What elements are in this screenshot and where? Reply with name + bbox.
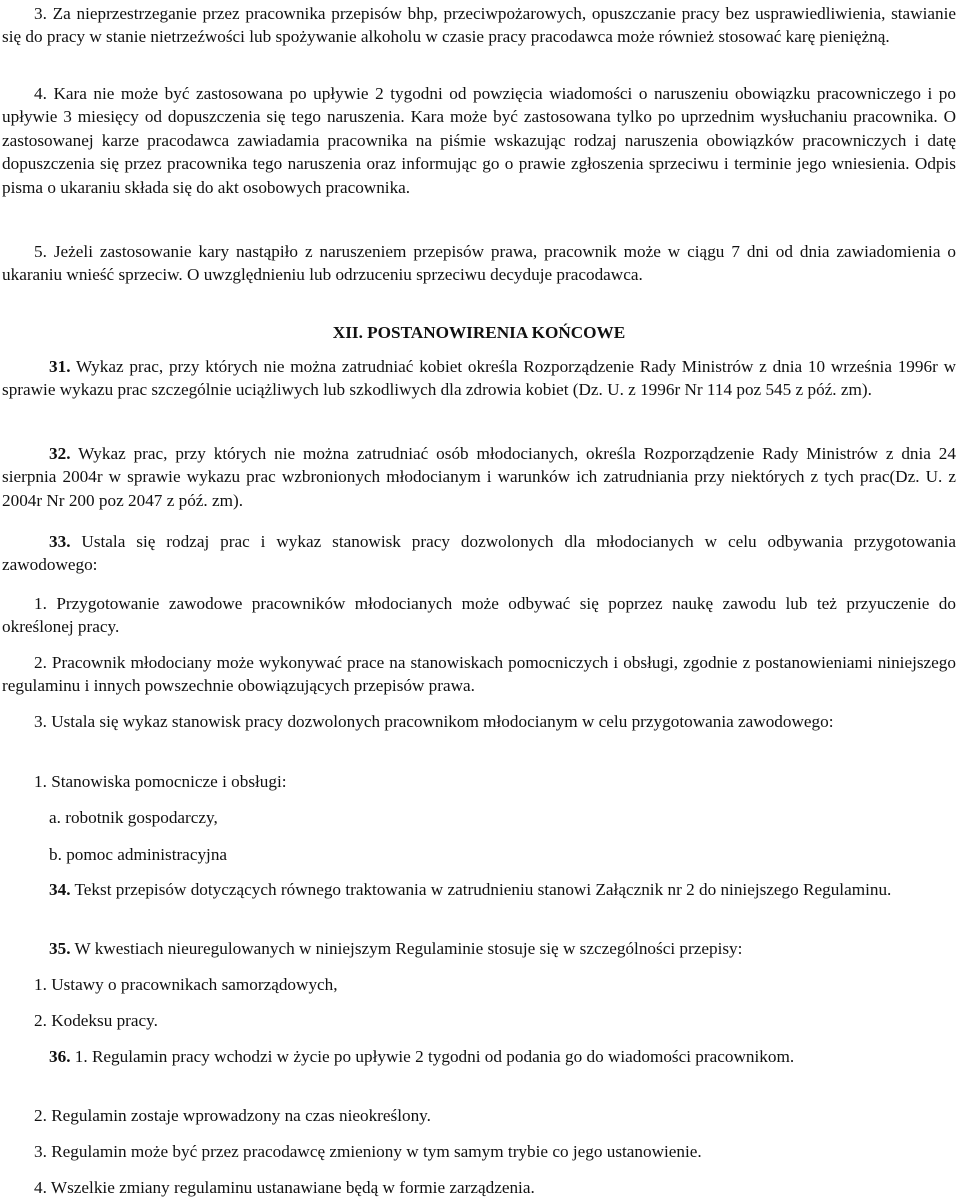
- section-36: [2, 1045, 956, 1068]
- paragraph-text: Jeżeli zastosowanie kary nastąpiło z naruszeniem przepisów prawa, pracownik może w ciągu 7 dni od dnia zawiadomienia o ukaraniu wnieść sprzeciw. O uwzględnieniu lub odrzuceniu sprzeciwu decyduje pracodawca.: [2, 242, 956, 285]
- section-text: 1. Regulamin pracy wchodzi w życie po upływie 2 tygodni od podania go do wiadomości pracownikom.: [74, 1047, 795, 1066]
- list-item: a. robotnik gospodarczy,: [49, 808, 218, 827]
- list-item: 4. Wszelkie zmiany regulaminu ustanawiane będą w formie zarządzenia.: [34, 1178, 535, 1197]
- list-item: b. pomoc administracyjna: [49, 845, 228, 864]
- section-number: 33.: [49, 532, 71, 551]
- paragraph-item-3: [2, 2, 956, 49]
- section-number: 32.: [49, 444, 71, 463]
- section-text: Wykaz prac, przy których nie można zatrudniać kobiet określa Rozporządzenie Rady Ministrów z dnia 10 września 1996r w sprawie wykazu prac szczególnie uciążliwych lub szkodliwych dla zdrowia kobiet (Dz. U. z 1996r Nr 114 poz 545 z póź. zm).: [2, 357, 956, 400]
- section-number: 36.: [49, 1047, 71, 1066]
- item-number: 5.: [34, 242, 47, 261]
- list-item: 2. Regulamin zostaje wprowadzony na czas nieokreślony.: [34, 1106, 431, 1125]
- paragraph-item-4: [2, 82, 956, 199]
- list-item: 2. Kodeksu pracy.: [34, 1011, 158, 1030]
- section-34: [2, 878, 956, 901]
- list-item: 1. Przygotowanie zawodowe pracowników młodocianych może odbywać się poprzez naukę zawodu lub też przyuczenie do określonej pracy.: [2, 594, 956, 637]
- section-number: 34.: [49, 880, 71, 899]
- section-text: Ustala się rodzaj prac i wykaz stanowisk pracy dozwolonych dla młodocianych w celu odbywania przygotowania zawodowego:: [2, 532, 957, 575]
- section-text: Wykaz prac, przy których nie można zatrudniać osób młodocianych, określa Rozporządzenie Rady Ministrów z dnia 24 sierpnia 2004r w sprawie wykazu prac wzbronionych młodocianym i warunków ich zatrudniania przy niektórych z tych prac(Dz. U. z 2004r Nr 200 poz 2047 z póź. zm).: [2, 444, 956, 510]
- section-text: W kwestiach nieuregulowanych w niniejszym Regulaminie stosuje się w szczególności przepisy:: [74, 939, 743, 958]
- list-item: 3. Ustala się wykaz stanowisk pracy dozwolonych pracownikom młodocianym w celu przygotowania zawodowego:: [34, 712, 834, 731]
- section-32: [2, 442, 956, 512]
- item-number: 3.: [34, 4, 47, 23]
- paragraph-item-5: [2, 240, 956, 287]
- item-number: 4.: [34, 84, 47, 103]
- section-35: [2, 937, 956, 960]
- paragraph-text: Kara nie może być zastosowana po upływie 2 tygodni od powzięcia wiadomości o naruszeniu obowiązku pracowniczego i po upływie 3 miesięcy od dopuszczenia się tego naruszenia. Kara może być zastosowana tylko po uprzednim wysłuchaniu pracownika. O zastosowanej karze pracodawca zawiadamia pracownika na piśmie wskazując rodzaj naruszenia obowiązków pracowniczych i datę dopuszczenia się przez pracownika tego naruszenia oraz informując go o prawie zgłoszenia sprzeciwu i terminie jego wniesienia. Odpis pisma o ukaraniu składa się do akt osobowych pracownika.: [2, 84, 956, 197]
- section-text: Tekst przepisów dotyczących równego traktowania w zatrudnieniu stanowi Załącznik nr 2 do niniejszego Regulaminu.: [74, 880, 892, 899]
- paragraph-text: Za nieprzestrzeganie przez pracownika przepisów bhp, przeciwpożarowych, opuszczanie pracy bez usprawiedliwienia, stawianie się do pracy w stanie nietrzeźwości lub spożywanie alkoholu w czasie pracy pracodawca może również stosować karę pieniężną.: [2, 4, 957, 47]
- section-33: [2, 530, 956, 577]
- list-item: 2. Pracownik młodociany może wykonywać prace na stanowiskach pomocniczych i obsługi, zgodnie z postanowieniami niniejszego regulaminu i innych powszechnie obowiązujących przepisów prawa.: [2, 653, 956, 696]
- list-item: 3. Regulamin może być przez pracodawcę zmieniony w tym samym trybie co jego ustanowienie.: [34, 1142, 702, 1161]
- section-heading: XII. POSTANOWIRENIA KOŃCOWE: [332, 323, 626, 342]
- section-number: 31.: [49, 357, 71, 376]
- list-item: 1. Stanowiska pomocnicze i obsługi:: [34, 772, 287, 791]
- section-number: 35.: [49, 939, 71, 958]
- section-31: [2, 355, 956, 402]
- list-item: 1. Ustawy o pracownikach samorządowych,: [34, 975, 338, 994]
